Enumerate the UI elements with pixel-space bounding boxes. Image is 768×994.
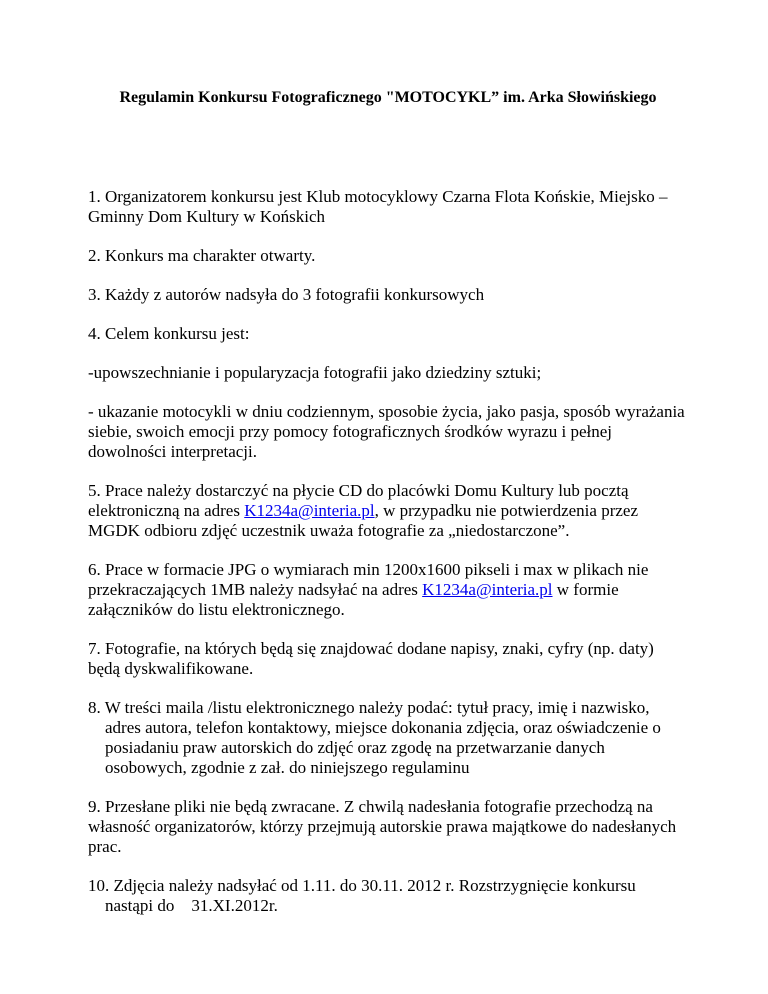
paragraph-1: 1. Organizatorem konkursu jest Klub motocyklowy Czarna Flota Końskie, Miejsko – Gminny Dom Kultury w Końskich (88, 187, 668, 226)
email-link[interactable]: K1234a@interia.pl (244, 501, 375, 520)
paragraph-4b: - ukazanie motocykli w dniu codziennym, sposobie życia, jako pasja, sposób wyrażania siebie, swoich emocji przy pomocy fotograficznych środków wyrazu i pełnej dowolności interpretacji. (88, 402, 685, 461)
paragraph-6-text-start: 6. Prace w formacie JPG o wymiarach min 1200x1600 pikseli i max w plikach nie przekraczających 1MB należy nadsyłać na adres (88, 560, 649, 599)
paragraph-8: 8. W treści maila /listu elektronicznego należy podać: tytuł pracy, imię i nazwisko, adres autora, telefon kontaktowy, miejsce dokonania zdjęcia, oraz oświadczenie o posiadaniu praw autorskich do zdjęć oraz zgodę na przetwarzanie danych osobowych, zgodnie z zał. do niniejszego regulaminu (88, 698, 661, 777)
paragraph-4: 4. Celem konkursu jest: (88, 324, 250, 343)
paragraph-9: 9. Przesłane pliki nie będą zwracane. Z chwilą nadesłania fotografie przechodzą na własność organizatorów, którzy przejmują autorskie prawa majątkowe do nadesłanych prac. (88, 797, 677, 856)
paragraph-4a: -upowszechnianie i popularyzacja fotografii jako dziedziny sztuki; (88, 363, 542, 382)
paragraph-5-text-start: 5. Prace należy dostarczyć na płycie CD do placówki Domu Kultury lub pocztą elektroniczną na adres (88, 481, 629, 520)
document-title: Regulamin Konkursu Fotograficznego "MOTOCYKL” im. Arka Słowińskiego (119, 89, 657, 106)
paragraph-5-text-end: , w przypadku nie potwierdzenia przez MGDK odbioru zdjęć uczestnik uważa fotografie za „niedostarczone”. (88, 501, 638, 540)
paragraph-6 (88, 560, 688, 620)
document-body (88, 187, 688, 916)
paragraph-7: 7. Fotografie, na których będą się znajdować dodane napisy, znaki, cyfry (np. daty) będą dyskwalifikowane. (88, 639, 654, 678)
paragraph-2: 2. Konkurs ma charakter otwarty. (88, 246, 316, 265)
paragraph-5 (88, 481, 688, 541)
paragraph-3: 3. Każdy z autorów nadsyła do 3 fotografii konkursowych (88, 285, 485, 304)
paragraph-10: 10. Zdjęcia należy nadsyłać od 1.11. do 30.11. 2012 r. Rozstrzygnięcie konkursu nastąpi do 31.XI.2012r. (88, 876, 641, 915)
document-page (88, 88, 688, 935)
email-link[interactable]: K1234a@interia.pl (422, 580, 553, 599)
paragraph-6-text-end: w formie załączników do listu elektronicznego. (88, 580, 619, 619)
